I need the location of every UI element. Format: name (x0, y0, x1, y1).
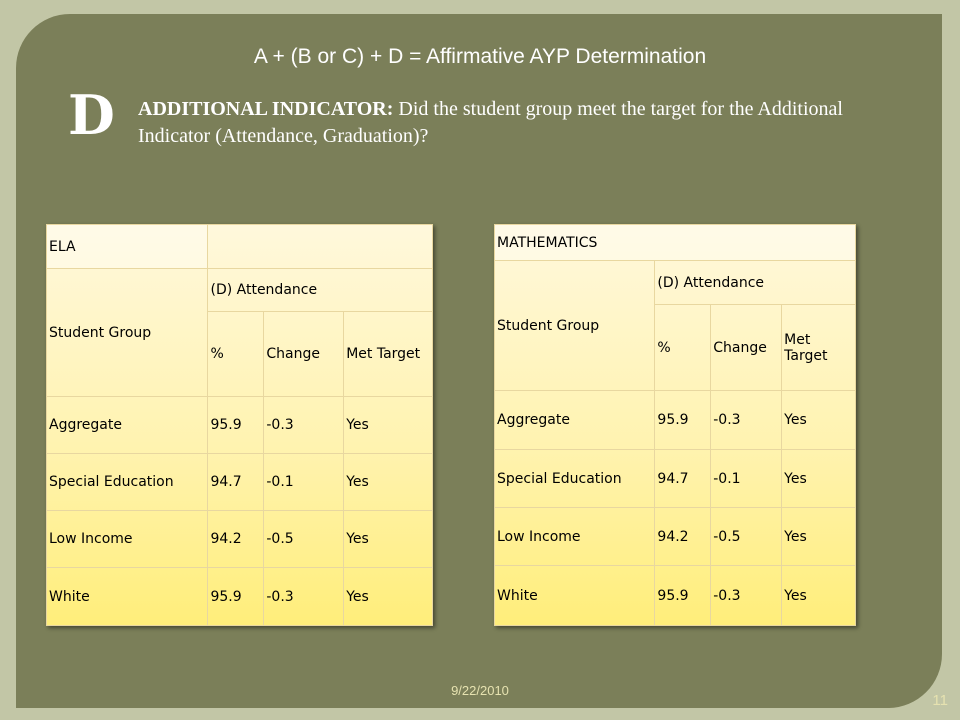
math-row-group: Low Income (495, 508, 655, 566)
table-row (47, 397, 433, 454)
math-row-met: Yes (782, 391, 856, 450)
ela-col-change: Change (264, 312, 344, 397)
math-title: MATHEMATICS (495, 225, 856, 261)
indicator-label: ADDITIONAL INDICATOR: (138, 98, 394, 120)
ela-row-group: Aggregate (47, 397, 208, 454)
math-row-pct: 95.9 (655, 566, 711, 626)
math-row-change: -0.3 (711, 391, 782, 450)
math-row-group: White (495, 566, 655, 626)
table-row (47, 568, 433, 626)
ela-measure-header: (D) Attendance (208, 269, 433, 312)
math-row-pct: 95.9 (655, 391, 711, 450)
table-row (47, 454, 433, 511)
table-row (495, 566, 856, 626)
math-row-group: Special Education (495, 450, 655, 508)
math-col-pct: % (655, 305, 711, 391)
ela-row-pct: 94.2 (208, 511, 264, 568)
ela-row-pct: 94.7 (208, 454, 264, 511)
ela-title: ELA (47, 225, 208, 269)
ela-title-empty (208, 225, 433, 269)
ela-row-change: -0.1 (264, 454, 344, 511)
ela-row-met: Yes (344, 397, 433, 454)
ela-col-pct: % (208, 312, 264, 397)
math-row-pct: 94.7 (655, 450, 711, 508)
table-row (495, 508, 856, 566)
math-row-change: -0.1 (711, 450, 782, 508)
ela-row-group: Low Income (47, 511, 208, 568)
math-col-change: Change (711, 305, 782, 391)
ela-row-change: -0.5 (264, 511, 344, 568)
math-row-met: Yes (782, 508, 856, 566)
math-measure-header: (D) Attendance (655, 261, 856, 305)
indicator-question (138, 96, 918, 150)
ela-row-pct: 95.9 (208, 397, 264, 454)
ela-row-group: Special Education (47, 454, 208, 511)
ela-row-met: Yes (344, 568, 433, 626)
table-row (495, 391, 856, 450)
ela-row-change: -0.3 (264, 568, 344, 626)
slide-date: 9/22/2010 (451, 683, 509, 698)
section-letter: D (68, 83, 115, 147)
ela-row-met: Yes (344, 511, 433, 568)
ela-row-met: Yes (344, 454, 433, 511)
ela-table (46, 224, 433, 626)
math-row-change: -0.5 (711, 508, 782, 566)
ela-row-group: White (47, 568, 208, 626)
indicator-text: Did the student group meet the target for the Additional Indicator (Attendance, Graduation)? (138, 98, 843, 147)
math-row-pct: 94.2 (655, 508, 711, 566)
ela-row-pct: 95.9 (208, 568, 264, 626)
math-table (494, 224, 856, 626)
math-col-met: Met Target (782, 305, 856, 391)
math-row-met: Yes (782, 566, 856, 626)
math-row-met: Yes (782, 450, 856, 508)
ela-col-met: Met Target (344, 312, 433, 397)
ela-group-header: Student Group (47, 269, 208, 397)
ela-row-change: -0.3 (264, 397, 344, 454)
math-group-header: Student Group (495, 261, 655, 391)
page-number: 11 (932, 692, 948, 709)
math-row-change: -0.3 (711, 566, 782, 626)
math-row-group: Aggregate (495, 391, 655, 450)
slide-title: A + (B or C) + D = Affirmative AYP Determination (253, 45, 707, 68)
table-row (495, 450, 856, 508)
table-row (47, 511, 433, 568)
